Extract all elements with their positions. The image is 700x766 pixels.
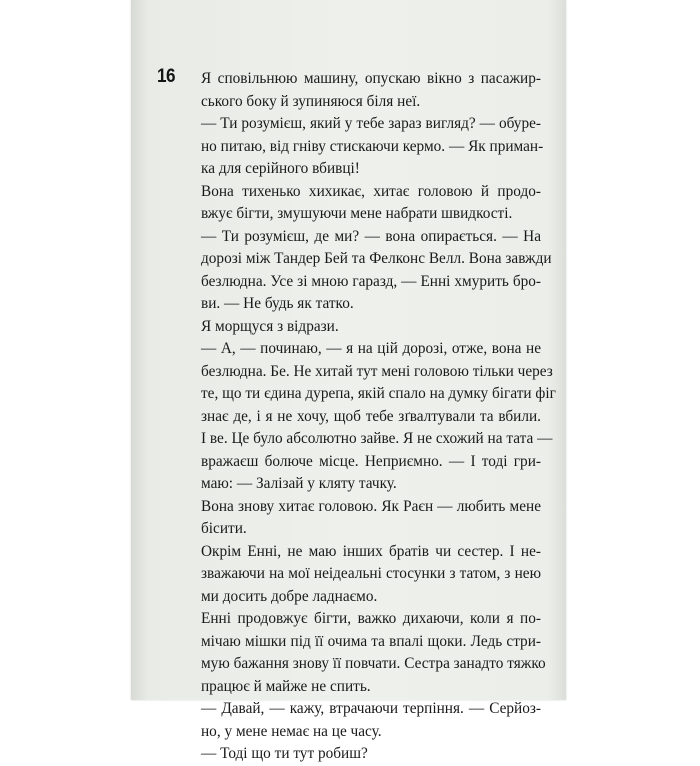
page-number: 16 xyxy=(157,66,176,87)
body-text xyxy=(201,68,556,766)
text-line: мічаю мішки під її очима та впалі щоки. Ледь стри- xyxy=(201,632,541,650)
text-line: — Ти розумієш, де ми? — вона опирається. — На xyxy=(201,227,541,245)
text-line: Окрім Енні, не маю інших братів чи сестер. І не- xyxy=(201,542,541,560)
text-line: безлюдна. Бе. Не хитай тут мені головою тільки через xyxy=(201,362,553,380)
text-line: працює й майже не спить. xyxy=(201,677,371,695)
text-line: но питаю, від гніву стискаючи кермо. — Як приман- xyxy=(201,137,544,155)
text-line: вражаєш болюче місце. Неприємно. — І тоді гри- xyxy=(201,452,541,470)
text-line: ка для серійного вбивці! xyxy=(201,160,360,177)
text-line: мую бажання знову її повчати. Сестра занадто тяжко xyxy=(201,655,546,672)
text-line: бісити. xyxy=(201,520,247,537)
text-line: вжує бігти, змушуючи мене набрати швидкості. xyxy=(201,205,513,222)
text-line: маю: — Залізай у кляту тачку. xyxy=(201,475,397,492)
text-line: Вона знову хитає головою. Як Раєн — любить мене xyxy=(201,497,541,515)
text-line: безлюдна. Усе зі мною гаразд, — Енні хмурить бро- xyxy=(201,272,541,290)
text-line: Вона тихенько хихикає, хитає головою й продо- xyxy=(201,182,541,200)
text-line: — Ти розумієш, який у тебе зараз вигляд? — обуре- xyxy=(201,115,541,132)
text-line: Я морщуся з відрази. xyxy=(201,317,339,335)
text-line: ви. — Не будь як татко. xyxy=(201,295,354,312)
text-line: — А, — починаю, — я на цій дорозі, отже, вона не xyxy=(201,340,541,357)
text-line: но, у мене немає на це часу. xyxy=(201,722,382,740)
text-line: ми досить добре ладнаємо. xyxy=(201,587,378,605)
text-line: ського боку й зупиняюся біля неї. xyxy=(201,92,421,110)
text-line: — Тоді що ти тут робиш? xyxy=(201,745,368,762)
text-line: дорозі між Тандер Бей та Фелконс Велл. Вона завжди xyxy=(201,250,552,267)
text-line: Я сповільнюю машину, опускаю вікно з пасажир- xyxy=(201,70,541,87)
text-line: те, що ти єдина дурепа, якій спало на думку бігати фіг xyxy=(201,385,556,402)
text-line: зважаючи на мої неідеальні стосунки з татом, з нею xyxy=(201,565,541,582)
text-line: — Давай, — кажу, втрачаючи терпіння. — Серйоз- xyxy=(201,700,541,717)
text-line: Енні продовжує бігти, важко дихаючи, коли я по- xyxy=(201,610,541,627)
text-line: І ве. Це було абсолютно зайве. Я не схожий на тата — xyxy=(201,430,553,447)
text-line: знає де, і я не хочу, щоб тебе зґвалтували та вбили. xyxy=(201,407,541,425)
